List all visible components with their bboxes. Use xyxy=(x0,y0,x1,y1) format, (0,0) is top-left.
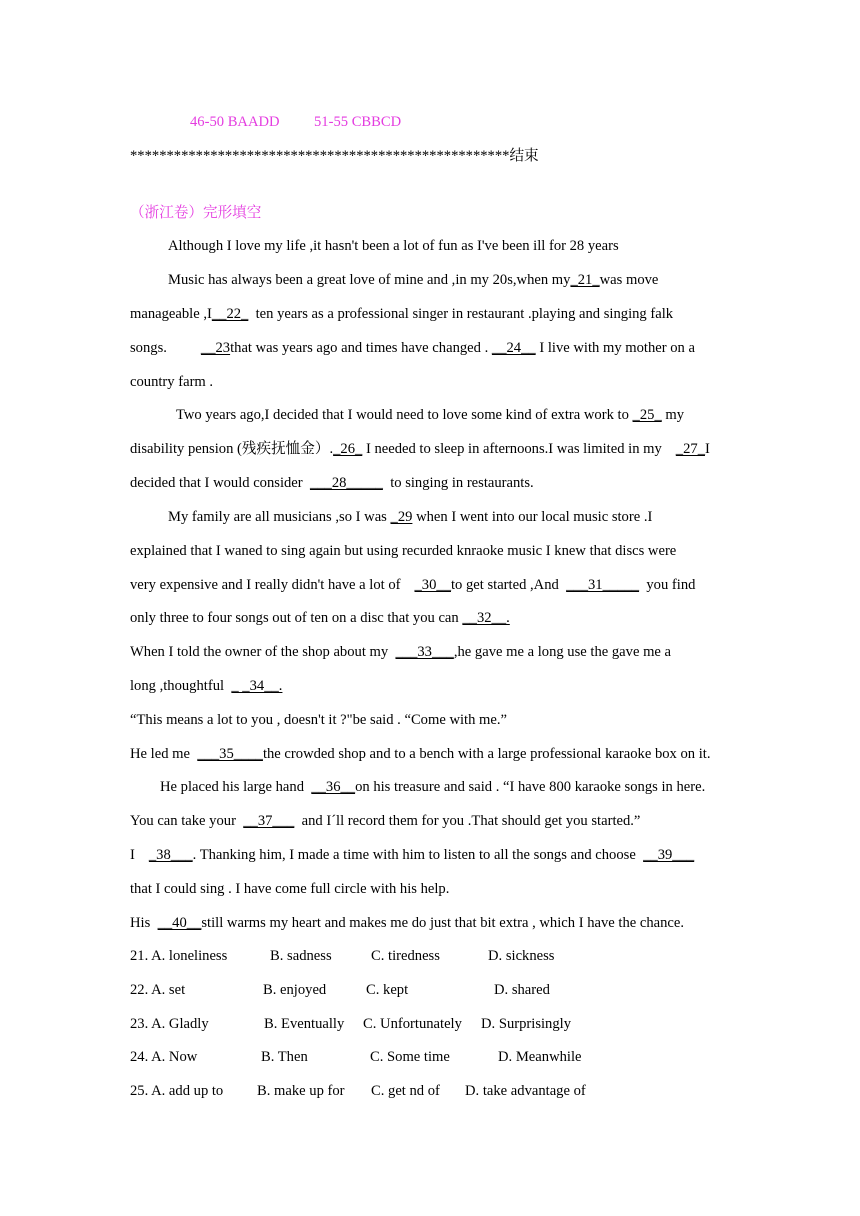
passage-line: Although I love my life ,it hasn't been a lot of fun as I've been ill for 28 years xyxy=(168,238,619,254)
option-d: D. sickness xyxy=(488,948,555,964)
passage-line: explained that I waned to sing again but using recurded knraoke music I knew that discs were xyxy=(130,543,677,559)
option-d: D. Surprisingly xyxy=(481,1016,571,1032)
option-d: D. shared xyxy=(494,982,550,998)
passage-line xyxy=(130,473,534,493)
option-a: 22. A. set xyxy=(130,982,186,998)
option-c: C. get nd of xyxy=(371,1083,440,1099)
blank-37: __37___ xyxy=(243,813,295,829)
passage-text: that was years ago and times have changed . xyxy=(230,340,489,356)
passage-text: You can take your xyxy=(130,813,236,829)
end-divider: ****************************************************结束 xyxy=(130,148,539,164)
blank-39: __39___ xyxy=(643,847,695,863)
blank-21: _21_ xyxy=(570,272,600,288)
blank-32: __32__. xyxy=(462,610,510,626)
option-b: B. enjoyed xyxy=(263,982,327,998)
blank-30: _30__ xyxy=(414,577,451,593)
passage-text: you find xyxy=(646,577,696,593)
section-title: （浙江卷）完形填空 xyxy=(130,205,262,221)
blank-22: __22_ xyxy=(211,306,249,322)
option-d: D. Meanwhile xyxy=(498,1049,582,1065)
blank-29: _29 xyxy=(390,509,413,525)
passage-line xyxy=(130,642,671,662)
passage-text: I xyxy=(130,847,135,863)
passage-text: my xyxy=(665,407,685,423)
passage-text: decided that I would consider xyxy=(130,475,303,491)
passage-line xyxy=(130,338,695,358)
passage-text: the crowded shop and to a bench with a large professional karaoke box on it. xyxy=(262,746,711,762)
blank-35: ___35____ xyxy=(197,746,263,762)
option-d: D. take advantage of xyxy=(465,1083,586,1099)
passage-line xyxy=(168,507,652,527)
passage-text: only three to four songs out of ten on a disc that you can xyxy=(130,610,459,626)
blank-28: ___28_____ xyxy=(309,475,383,491)
passage-text: still warms my heart and makes me do just that bit extra , which I have the chance. xyxy=(201,915,685,931)
passage-text: When I told the owner of the shop about my xyxy=(130,644,389,660)
option-b: B. make up for xyxy=(257,1083,345,1099)
blank-33: ___33___ xyxy=(395,644,454,660)
passage-line xyxy=(130,304,673,324)
option-a: 23. A. Gladly xyxy=(130,1016,209,1032)
option-c: C. Unfortunately xyxy=(363,1016,462,1032)
passage-text: My family are all musicians ,so I was xyxy=(168,509,387,525)
passage-text: on his treasure and said . “I have 800 karaoke songs in here. xyxy=(355,779,706,795)
passage-text: His xyxy=(130,915,151,931)
passage-line: “This means a lot to you , doesn't it ?"be said . “Come with me.” xyxy=(130,712,508,728)
option-a: 25. A. add up to xyxy=(130,1083,224,1099)
passage-line xyxy=(130,744,711,764)
passage-text: disability pension (残疾抚恤金）. xyxy=(130,441,334,457)
passage-text: ,he gave me a long use the gave me a xyxy=(453,644,672,660)
blank-31: ___31_____ xyxy=(566,577,640,593)
passage-line: country farm . xyxy=(130,374,214,390)
passage-text: manageable ,I xyxy=(130,306,212,322)
passage-line xyxy=(130,811,640,831)
passage-text: . Thanking him, I made a time with him to listen to all the songs and choose xyxy=(192,847,636,863)
passage-line xyxy=(130,608,510,628)
blank-25: _25_ xyxy=(632,407,662,423)
passage-text: songs. xyxy=(130,340,167,356)
answer-key-51-55: 51-55 CBBCD xyxy=(314,114,402,130)
option-a: 21. A. loneliness xyxy=(130,948,228,964)
option-a: 24. A. Now xyxy=(130,1049,198,1065)
passage-text: long ,thoughtful xyxy=(130,678,225,694)
passage-line xyxy=(176,405,684,425)
option-b: B. sadness xyxy=(270,948,332,964)
option-b: B. Then xyxy=(261,1049,308,1065)
passage-text: to singing in restaurants. xyxy=(390,475,534,491)
blank-27: _27_ xyxy=(675,441,705,457)
passage-text: I xyxy=(704,441,710,457)
blank-23: __23 xyxy=(200,340,231,356)
passage-text: I needed to sleep in afternoons.I was limited in my xyxy=(365,441,662,457)
passage-text: was move xyxy=(599,272,659,288)
passage-text: very expensive and I really didn't have a lot of xyxy=(130,577,401,593)
passage-line xyxy=(130,845,694,865)
passage-text: Music has always been a great love of mine and ,in my 20s,when my xyxy=(168,272,571,288)
passage-text: Two years ago,I decided that I would need to love some kind of extra work to xyxy=(176,407,629,423)
blank-38: _38___ xyxy=(148,847,193,863)
passage-line xyxy=(160,777,705,797)
passage-line xyxy=(130,439,710,459)
passage-text: He placed his large hand xyxy=(160,779,304,795)
passage-line xyxy=(168,270,658,290)
passage-line xyxy=(130,575,695,595)
passage-line xyxy=(130,913,684,933)
passage-text: to get started ,And xyxy=(450,577,559,593)
passage-text: I live with my mother on a xyxy=(539,340,695,356)
blank-26: _26_ xyxy=(333,441,363,457)
passage-text: and I´ll record them for you .That should get you started.” xyxy=(301,813,641,829)
passage-text: when I went into our local music store .I xyxy=(416,509,653,525)
option-c: C. kept xyxy=(366,982,409,998)
blank-24: __24__ xyxy=(491,340,536,356)
passage-line xyxy=(130,676,282,696)
passage-text: ten years as a professional singer in restaurant .playing and singing falk xyxy=(255,306,674,322)
answer-key-46-50: 46-50 BAADD xyxy=(190,114,280,130)
blank-40: __40__ xyxy=(157,915,202,931)
option-c: C. tiredness xyxy=(371,948,440,964)
blank-36: __36__ xyxy=(311,779,356,795)
blank-34: _ _34__. xyxy=(231,678,283,694)
passage-text: He led me xyxy=(130,746,190,762)
option-b: B. Eventually xyxy=(264,1016,345,1032)
option-c: C. Some time xyxy=(370,1049,450,1065)
passage-line: that I could sing . I have come full circle with his help. xyxy=(130,881,450,897)
